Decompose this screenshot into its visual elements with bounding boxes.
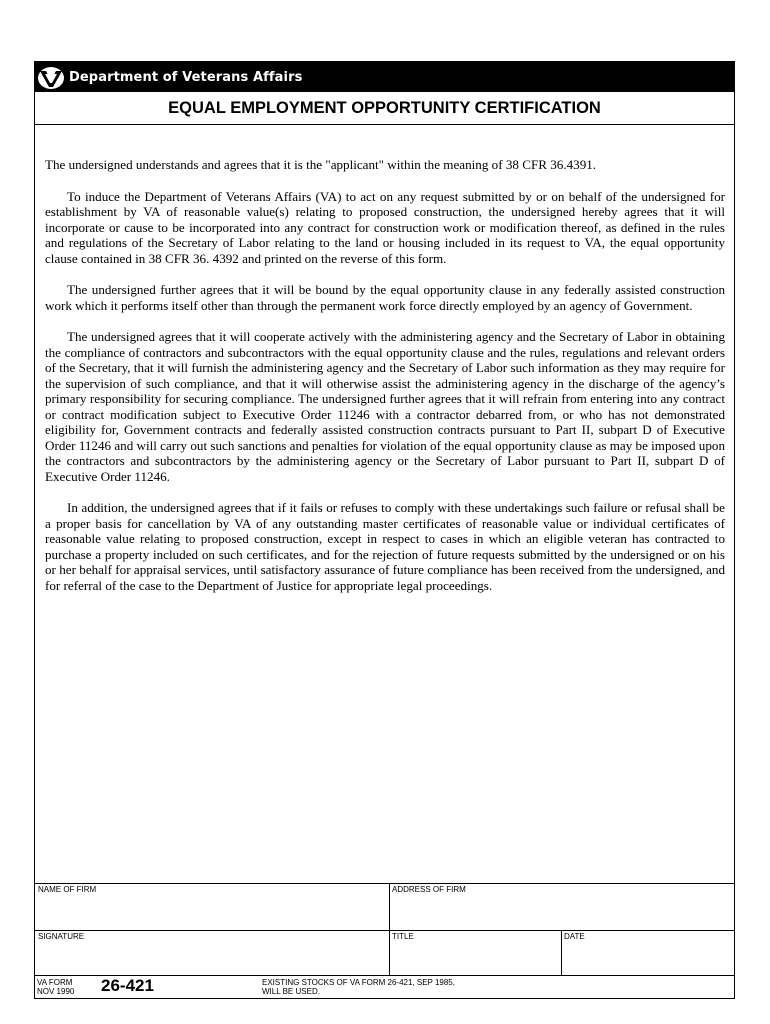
certification-text [45,157,725,609]
stock-note-line-2: WILL BE USED. [262,987,320,996]
name-of-firm-label: NAME OF FIRM [38,885,97,894]
signature-field[interactable] [35,930,389,976]
address-of-firm-field[interactable] [389,883,734,930]
form-label-text: VA FORM [37,978,73,987]
stock-note-line-1: EXISTING STOCKS OF VA FORM 26-421, SEP 1985, [262,978,455,987]
form-identifier [37,978,74,996]
agency-name: Department of Veterans Affairs [69,70,303,85]
form-number: 26-421 [101,976,154,995]
signature-label: SIGNATURE [38,932,85,941]
title-label: TITLE [392,932,414,941]
existing-stocks-note [262,978,455,996]
title-field[interactable] [389,930,561,976]
date-label: DATE [564,932,585,941]
va-seal-logo-icon [37,66,65,90]
name-of-firm-field[interactable] [35,883,389,930]
date-field[interactable] [561,930,734,976]
form-title: EQUAL EMPLOYMENT OPPORTUNITY CERTIFICATION [35,92,734,125]
paragraph-cooperation: The undersigned agrees that it will cooperate actively with the administering agency and the Secretary of Labor in obtaining the compliance of contractors and subcontractors with the equal opportunity clause and the rules, regulations and relevant orders of the Secretary, that it will furnish the administering agency and the Secretary of Labor such information as they may require for the supervision of such compliance, and that it will otherwise assist the administering agency in the discharge of the agency’s primary responsibility for securing compliance. The undersigned further agrees that it will refrain from entering into any contract or contract modification subject to Executive Order 11246 with a contractor debarred from, or who has not demonstrated eligibility for, Government contracts and federally assisted construction contracts pursuant to Part II, subpart D of Executive Order 11246 and will carry out such sanctions and penalties for violation of the equal opportunity clause as may be imposed upon the contractors and subcontractors by the administering agency or the Secretary of Labor pursuant to Part II, subpart D of Executive Order 11246. [45,329,725,484]
paragraph-noncompliance: In addition, the undersigned agrees that if it fails or refuses to comply with these undertakings such failure or refusal shall be a proper basis for cancellation by VA of any outstanding master certificates of reasonable value or individual certificates of reasonable value relating to proposed construction, except in respect to cases in which an eligible veteran has contracted to purchase a property included on such certificates, and for the rejection of future requests submitted by the undersigned or on his or her behalf for appraisal services, until satisfactory assurance of future compliance has been received from the undersigned, and for referral of the case to the Department of Justice for appropriate legal proceedings. [45,500,725,593]
paragraph-inducement: To induce the Department of Veterans Affairs (VA) to act on any request submitted by or on behalf of the undersigned for establishment by VA of reasonable value(s) relating to proposed construction, the undersigned hereby agrees that it will incorporate or cause to be incorporated into any contract for construction work or modification thereof, as defined in the rules and regulations of the Secretary of Labor relating to the land or housing included in its request to VA, the equal opportunity clause contained in 38 CFR 36. 4392 and printed on the reverse of this form. [45,188,725,266]
agency-header-bar [35,62,734,92]
form-footer [35,976,734,1000]
form-edition-date: NOV 1990 [37,987,75,996]
paragraph-applicant-definition: The undersigned understands and agrees that it is the "applicant" within the meaning of 38 CFR 36.4391. [45,157,597,172]
address-of-firm-label: ADDRESS OF FIRM [392,885,466,894]
form-page [34,61,735,999]
paragraph-bound-by-clause: The undersigned further agrees that it will be bound by the equal opportunity clause in any federally assisted construction work which it performs itself other than through the permanent work force directly employed by an agency of Government. [45,282,725,313]
